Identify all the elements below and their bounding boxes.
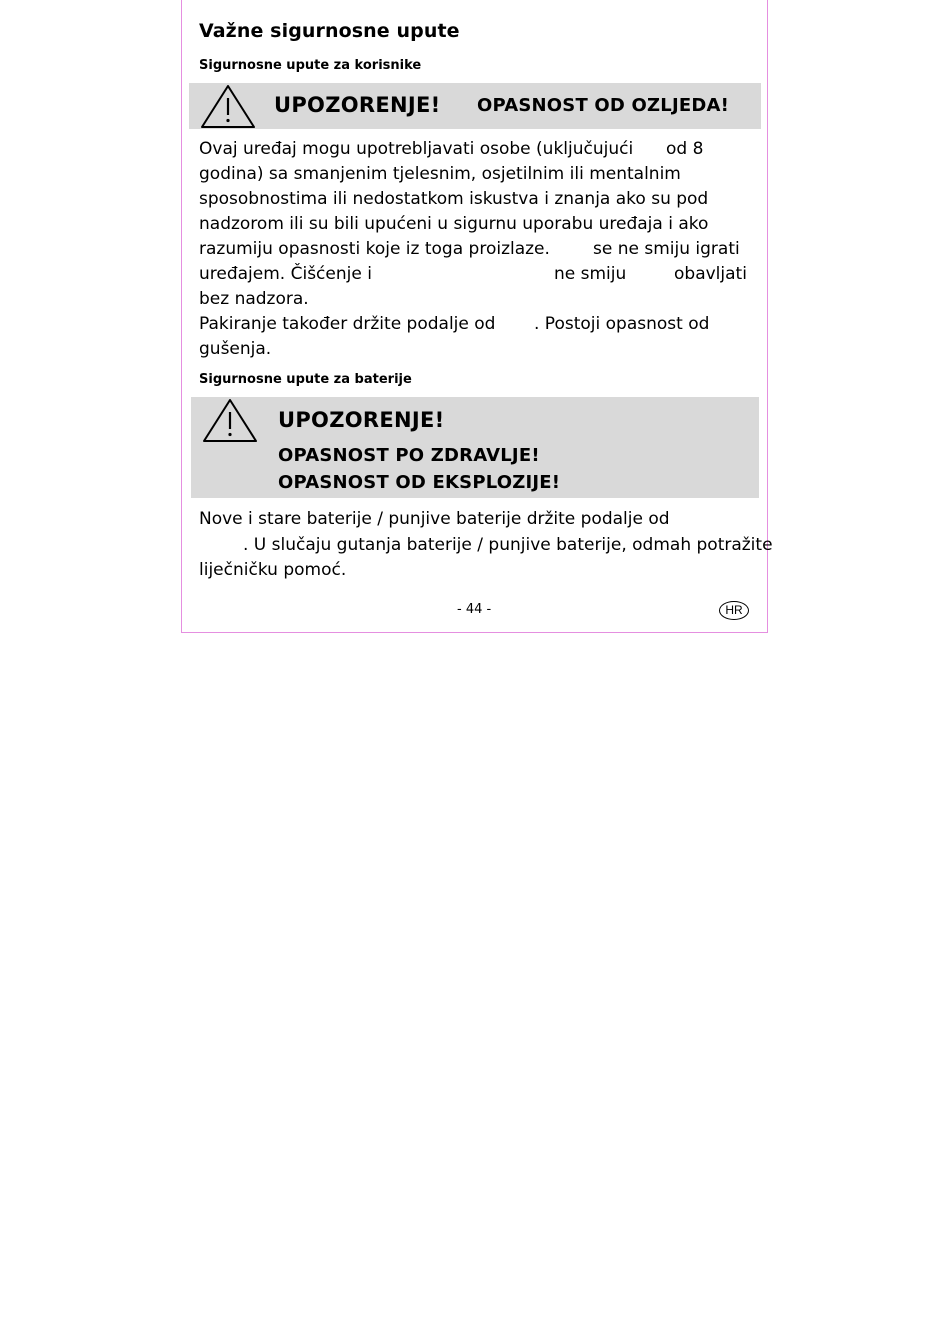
paragraph-line-fragment: ne smiju (554, 264, 627, 284)
paragraph-line: godina) sa smanjenim tjelesnim, osjetilnim ili mentalnim (199, 164, 681, 184)
paragraph-line-fragment: od 8 (666, 139, 704, 159)
paragraph-line: sposobnostima ili nedostatkom iskustva i znanja ako su pod (199, 189, 709, 209)
warning-line-health: OPASNOST PO ZDRAVLJE! (278, 445, 540, 466)
paragraph-line: Pakiranje također držite podalje od (199, 314, 496, 334)
warning-title: UPOZORENJE! (278, 408, 445, 432)
warning-triangle-icon (200, 397, 260, 447)
paragraph-line: gušenja. (199, 339, 272, 359)
warning-title: UPOZORENJE! (274, 93, 441, 117)
warning-icon-cell (189, 83, 265, 129)
paragraph-line-fragment: se ne smiju igrati (593, 239, 740, 259)
paragraph-line-fragment: . Postoji opasnost od (534, 314, 710, 334)
warning-subtitle: OPASNOST OD OZLJEDA! (477, 95, 730, 116)
warning-triangle-icon (198, 83, 258, 133)
paragraph-line: . U slučaju gutanja baterije / punjive baterije, odmah potražite (243, 535, 773, 555)
paragraph-line-fragment: obavljati (674, 264, 747, 284)
warning-line-explosion: OPASNOST OD EKSPLOZIJE! (278, 472, 561, 493)
page-title: Važne sigurnosne upute (199, 20, 460, 42)
paragraph-line: liječničku pomoć. (199, 560, 347, 580)
paragraph-line: razumiju opasnosti koje iz toga proizlaze. (199, 239, 550, 259)
paragraph-line: nadzorom ili su bili upućeni u sigurnu uporabu uređaja i ako (199, 214, 709, 234)
warning-box-injury (189, 83, 761, 129)
language-badge: HR (719, 601, 749, 620)
warning-box-battery (191, 397, 759, 498)
paragraph-line: Nove i stare baterije / punjive baterije držite podalje od (199, 509, 670, 529)
paragraph-line: Ovaj uređaj mogu upotrebljavati osobe (uključujući (199, 139, 634, 159)
warning-icon-cell (191, 397, 267, 498)
batteries-subheading: Sigurnosne upute za baterije (199, 372, 412, 387)
page-number: - 44 - (457, 602, 492, 617)
users-subheading: Sigurnosne upute za korisnike (199, 58, 422, 73)
paragraph-line: uređajem. Čišćenje i (199, 264, 372, 284)
paragraph-line: bez nadzora. (199, 289, 309, 309)
